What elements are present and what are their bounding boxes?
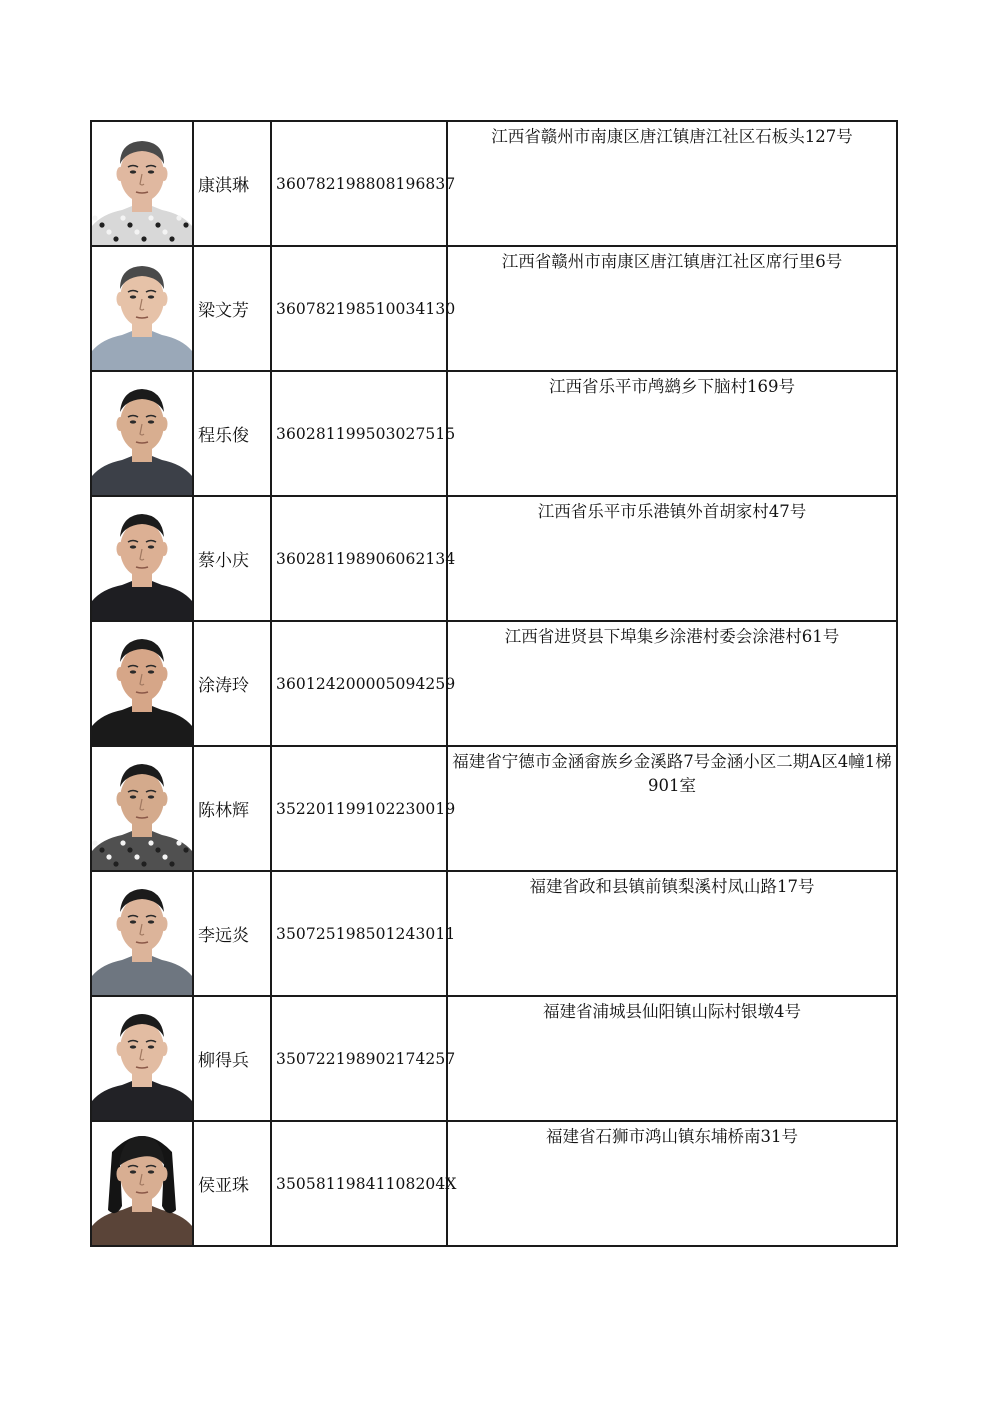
photo-cell: [91, 1121, 193, 1246]
photo-cell: [91, 121, 193, 246]
person-photo: [92, 247, 192, 370]
table-row: [91, 371, 897, 496]
id-number: 360782198510034130: [271, 246, 447, 371]
table-row: [91, 746, 897, 871]
photo-cell: [91, 871, 193, 996]
person-photo: [92, 997, 192, 1120]
photo-cell: [91, 621, 193, 746]
table-row: [91, 1121, 897, 1246]
id-number: 360281199503027515: [271, 371, 447, 496]
id-number: 360124200005094259: [271, 621, 447, 746]
table-row: [91, 871, 897, 996]
photo-cell: [91, 496, 193, 621]
person-photo: [92, 497, 192, 620]
person-name: 李远炎: [193, 871, 271, 996]
address: 福建省石狮市鸿山镇东埔桥南31号: [447, 1121, 897, 1246]
person-name: 康淇琳: [193, 121, 271, 246]
id-number: 360281198906062134: [271, 496, 447, 621]
id-number: 360782198808196837: [271, 121, 447, 246]
personnel-table: [90, 120, 898, 1247]
person-photo: [92, 372, 192, 495]
address: 江西省赣州市南康区唐江镇唐江社区席行里6号: [447, 246, 897, 371]
person-name: 程乐俊: [193, 371, 271, 496]
photo-cell: [91, 746, 193, 871]
id-number: 350722198902174257: [271, 996, 447, 1121]
person-photo: [92, 622, 192, 745]
id-number: 352201199102230019: [271, 746, 447, 871]
address: 福建省宁德市金涵畲族乡金溪路7号金涵小区二期A区4幢1梯901室: [447, 746, 897, 871]
person-name: 柳得兵: [193, 996, 271, 1121]
table-row: [91, 121, 897, 246]
person-name: 梁文芳: [193, 246, 271, 371]
photo-cell: [91, 371, 193, 496]
address: 江西省进贤县下埠集乡涂港村委会涂港村61号: [447, 621, 897, 746]
person-name: 陈林辉: [193, 746, 271, 871]
address: 江西省乐平市乐港镇外首胡家村47号: [447, 496, 897, 621]
table-row: [91, 246, 897, 371]
personnel-table-body: [91, 121, 897, 1246]
address: 福建省政和县镇前镇梨溪村凤山路17号: [447, 871, 897, 996]
person-photo: [92, 872, 192, 995]
person-name: 蔡小庆: [193, 496, 271, 621]
photo-cell: [91, 246, 193, 371]
person-name: 涂涛玲: [193, 621, 271, 746]
address: 江西省乐平市鸬鹚乡下脑村169号: [447, 371, 897, 496]
id-number: 35058119841108204X: [271, 1121, 447, 1246]
address: 福建省浦城县仙阳镇山际村银墩4号: [447, 996, 897, 1121]
photo-cell: [91, 996, 193, 1121]
person-photo: [92, 1122, 192, 1245]
table-row: [91, 496, 897, 621]
id-number: 350725198501243011: [271, 871, 447, 996]
table-row: [91, 621, 897, 746]
person-photo: [92, 122, 192, 245]
table-row: [91, 996, 897, 1121]
person-name: 侯亚珠: [193, 1121, 271, 1246]
address: 江西省赣州市南康区唐江镇唐江社区石板头127号: [447, 121, 897, 246]
person-photo: [92, 747, 192, 870]
